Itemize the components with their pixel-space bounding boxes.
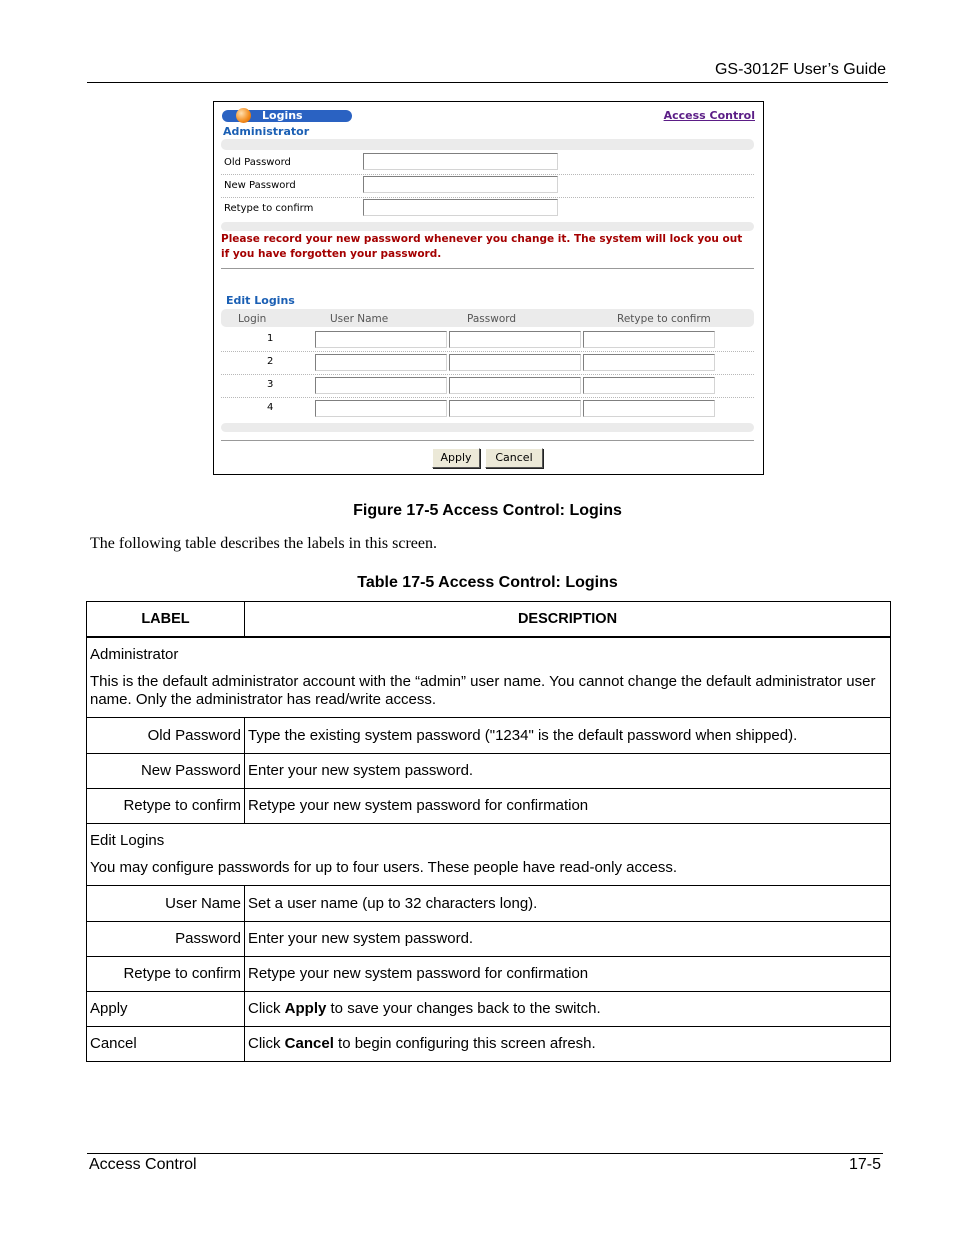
password-input[interactable] [449, 377, 581, 394]
cancel-button[interactable]: Cancel [485, 448, 543, 468]
row-label: Old Password [87, 717, 245, 753]
new-password-row [221, 174, 754, 198]
page-number: 17-5 [848, 1156, 881, 1173]
row-description: Enter your new system password. [245, 753, 891, 788]
table-row [87, 823, 891, 885]
logins-tab-label: Logins [262, 109, 303, 122]
logins-footer-bar [221, 423, 754, 432]
edit-logins-section [87, 823, 891, 885]
desc-keyword: Cancel [284, 1035, 334, 1052]
user-name-input[interactable] [315, 377, 447, 394]
old-password-row [221, 151, 754, 175]
login-number: 4 [267, 402, 274, 413]
desc-text: to begin configuring this screen afresh. [333, 1035, 596, 1052]
orb-icon [236, 108, 251, 123]
table-row [87, 637, 891, 717]
table-row [87, 956, 891, 991]
row-label: Cancel [87, 1026, 245, 1061]
access-control-link[interactable]: Access Control [663, 109, 755, 122]
table-row [87, 717, 891, 753]
retype-row [221, 197, 754, 220]
table-caption: Table 17-5 Access Control: Logins [357, 574, 618, 591]
new-password-input[interactable] [363, 176, 558, 193]
footer-section: Access Control [89, 1156, 197, 1173]
col-password: Password [467, 313, 517, 325]
login-number: 2 [267, 356, 274, 367]
retype-label: Retype to confirm [224, 203, 314, 214]
new-password-label: New Password [224, 180, 296, 191]
row-description: Retype your new system password for confirmation [245, 788, 891, 823]
divider [221, 440, 754, 441]
section-description: You may configure passwords for up to four users. These people have read-only access. [90, 858, 677, 876]
col-user-name: User Name [330, 313, 389, 325]
row-description [245, 991, 891, 1026]
login-row [221, 351, 754, 375]
row-description: Set a user name (up to 32 characters long). [245, 885, 891, 921]
divider [221, 268, 754, 269]
login-number: 3 [267, 379, 274, 390]
table-row [87, 921, 891, 956]
password-input[interactable] [449, 354, 581, 371]
logins-tab[interactable] [222, 110, 352, 122]
row-description: Enter your new system password. [245, 921, 891, 956]
row-label: Password [87, 921, 245, 956]
page-footer [87, 1153, 883, 1178]
table-row [87, 1026, 891, 1061]
password-input[interactable] [449, 331, 581, 348]
row-label: User Name [87, 885, 245, 921]
table-row [87, 991, 891, 1026]
retype-password-input[interactable] [583, 400, 715, 417]
user-name-input[interactable] [315, 331, 447, 348]
login-row [221, 328, 754, 352]
warning-message: Please record your new password whenever you change it. The system will lock you out if you have forgotten your password. [221, 233, 743, 260]
desc-text: Click [248, 1000, 285, 1017]
desc-keyword: Apply [284, 1000, 327, 1017]
edit-logins-title: Edit Logins [226, 294, 295, 307]
section-heading: Edit Logins [90, 831, 165, 849]
table-row [87, 753, 891, 788]
figure-caption: Figure 17-5 Access Control: Logins [353, 502, 622, 519]
administrator-title: Administrator [223, 125, 310, 138]
row-label: New Password [87, 753, 245, 788]
retype-input[interactable] [363, 199, 558, 216]
old-password-input[interactable] [363, 153, 558, 170]
login-row [221, 374, 754, 398]
label-header: LABEL [87, 602, 245, 638]
password-input[interactable] [449, 400, 581, 417]
apply-button[interactable]: Apply [432, 448, 480, 468]
row-description: Retype your new system password for confirmation [245, 956, 891, 991]
admin-footer-bar [221, 222, 754, 231]
intro-text: The following table describes the labels in this screen. [90, 535, 438, 552]
description-table [86, 601, 891, 1062]
old-password-label: Old Password [224, 157, 291, 168]
table-row [87, 885, 891, 921]
section-heading: Administrator [90, 645, 179, 663]
retype-password-input[interactable] [583, 331, 715, 348]
logins-screen [213, 101, 764, 475]
user-name-input[interactable] [315, 354, 447, 371]
login-number: 1 [267, 333, 274, 344]
user-name-input[interactable] [315, 400, 447, 417]
page-header [87, 60, 888, 83]
desc-text: Click [248, 1035, 285, 1052]
row-description: Type the existing system password ("1234" is the default password when shipped). [245, 717, 891, 753]
row-label: Retype to confirm [87, 956, 245, 991]
col-retype: Retype to confirm [617, 313, 711, 325]
table-header-row [87, 602, 891, 638]
administrator-section [87, 637, 891, 717]
retype-password-input[interactable] [583, 377, 715, 394]
row-label: Apply [87, 991, 245, 1026]
row-label: Retype to confirm [87, 788, 245, 823]
desc-text: to save your changes back to the switch. [326, 1000, 601, 1017]
table-row [87, 788, 891, 823]
admin-header-bar [221, 139, 754, 150]
logins-table-header [221, 309, 754, 327]
row-description [245, 1026, 891, 1061]
login-row [221, 397, 754, 420]
section-description: This is the default administrator account with the “admin” user name. You cannot change the default administrator user name. Only the administrator has read/write access. [90, 672, 876, 708]
col-login: Login [238, 313, 267, 325]
guide-title: GS-3012F User’s Guide [714, 61, 886, 78]
description-header: DESCRIPTION [245, 602, 891, 638]
retype-password-input[interactable] [583, 354, 715, 371]
